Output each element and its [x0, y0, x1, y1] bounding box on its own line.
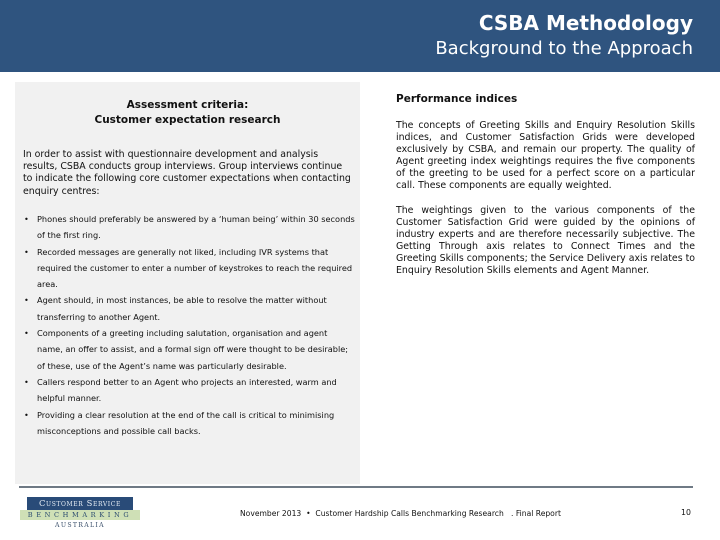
list-item-text: Callers respond better to an Agent who projects an interested, warm and helpful manner. [37, 376, 337, 404]
heading-line-2: Customer expectation research [94, 114, 281, 126]
page-subtitle: Background to the Approach [435, 38, 693, 59]
list-item [23, 374, 355, 407]
footer-separator-icon: • [306, 509, 311, 518]
list-item-text: Agent should, in most instances, be able to resolve the matter without transferring to another Agent. [37, 295, 327, 322]
footer-report-title: Customer Hardship Calls Benchmarking Research [315, 509, 504, 518]
logo-australia: AUSTRALIA [55, 522, 105, 529]
list-item-text: Components of a greeting including salutation, organisation and agent name, an offer to assist, and a formal sign off were thought to be desirable; of these, use of the Agent’s name was particularly desirable. [37, 328, 349, 371]
bullet-icon: • [24, 295, 29, 306]
performance-paragraph-1: The concepts of Greeting Skills and Enquiry Resolution Skills indices, and Customer Satisfaction Grids were developed exclusively by CSBA, and remain our property. The quality of Agent greeting index weightings requires the five components of the greeting to be used for a perfect score on a particular call. These components are equally weighted. [396, 120, 695, 192]
bullet-icon: • [24, 246, 29, 257]
customer-expectations-list [23, 211, 355, 439]
list-item-text: Phones should preferably be answered by a ‘human being’ within 30 seconds of the first ring. [37, 214, 355, 241]
bullet-icon: • [24, 328, 29, 339]
list-item [23, 244, 355, 293]
list-item [23, 407, 355, 440]
bullet-icon: • [24, 376, 29, 387]
logo-benchmarking: BENCHMARKING [20, 510, 140, 520]
logo-customer-service: Customer Service [27, 497, 133, 510]
list-item-text: Providing a clear resolution at the end of the call is critical to minimising misconceptions and possible call backs. [37, 409, 335, 436]
header-banner [0, 0, 720, 72]
performance-indices-section [396, 92, 695, 289]
footer-divider [19, 486, 693, 488]
bullet-icon: • [24, 409, 29, 420]
assessment-criteria-panel [15, 82, 360, 484]
page-title: CSBA Methodology [478, 11, 693, 35]
list-item [23, 292, 355, 325]
performance-indices-heading: Performance indices [396, 93, 518, 105]
csba-logo [20, 497, 142, 535]
list-item-text: Recorded messages are generally not liked, including IVR systems that required the customer to enter a number of keystrokes to reach the required area. [37, 246, 353, 290]
bullet-icon: • [24, 214, 29, 224]
intro-paragraph: In order to assist with questionnaire development and analysis results, CSBA conducts group interviews. Group interviews continue to indicate the following core customer expectations when contacting enquiry centres: [23, 149, 351, 197]
heading-line-1: Assessment criteria: [126, 99, 249, 111]
footer-report-suffix: . Final Report [511, 509, 561, 518]
footer-date: November 2013 [240, 509, 302, 518]
performance-paragraph-2: The weightings given to the various components of the Customer Satisfaction Grid were guided by the opinions of industry experts and are therefore necessarily subjective. The Getting Through axis relates to Connect Times and the Greeting Skills components; the Service Delivery axis relates to Enquiry Resolution Skills elements and Agent Manner. [396, 204, 695, 277]
footer-caption [240, 509, 561, 518]
list-item [23, 325, 355, 374]
list-item [23, 211, 355, 244]
assessment-criteria-heading [15, 98, 360, 128]
page-number: 10 [681, 508, 691, 517]
